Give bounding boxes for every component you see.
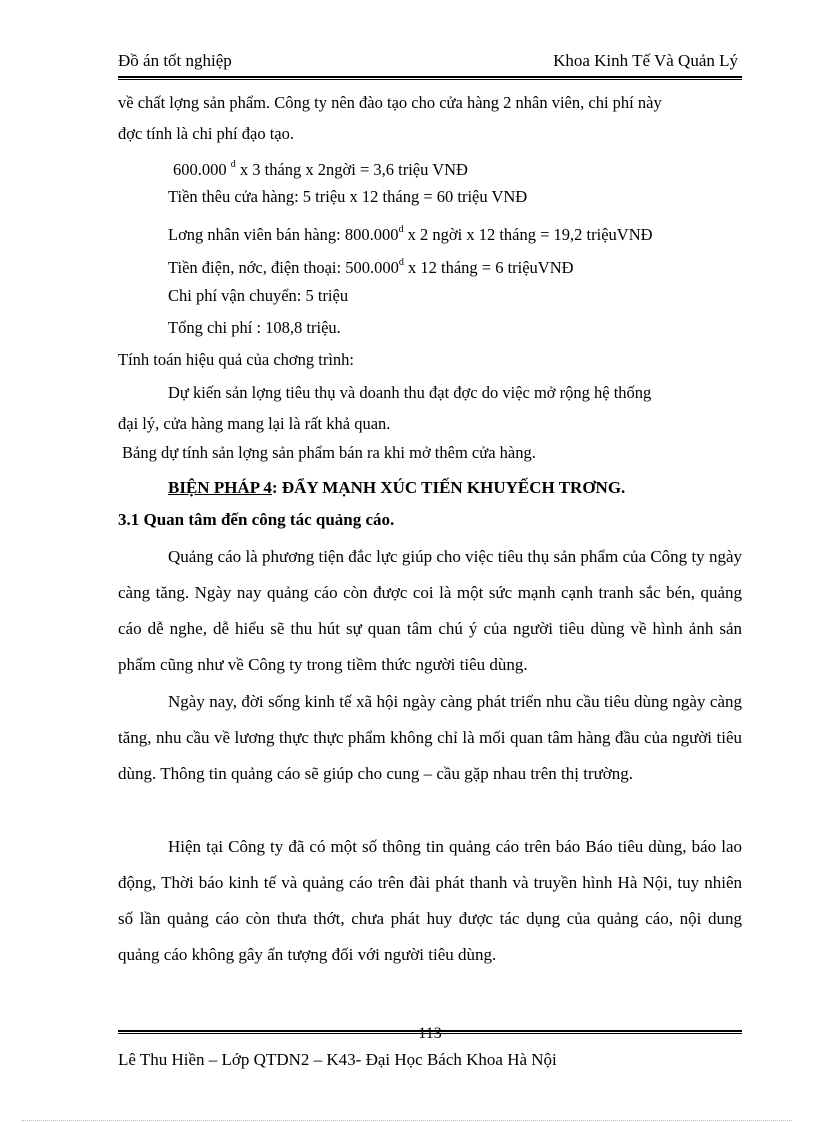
text-line-2: đợc tính là chi phí đạo tạo.	[118, 124, 294, 143]
table-caption: Bảng dự tính sản lợng sản phẩm bán ra khi mở thêm cửa hàng.	[122, 443, 536, 462]
header-right: Khoa Kinh Tế Và Quản Lý	[553, 51, 738, 70]
text-line-1: về chất lợng sản phẩm. Công ty nên đào tạo cho cửa hàng 2 nhân viên, chi phí này	[118, 93, 662, 112]
text-line-forecast-cont: đại lý, cửa hàng mang lại là rất khả quan.	[118, 414, 391, 433]
text-line-forecast: Dự kiến sản lợng tiêu thụ và doanh thu đạt đợc do việc mở rộng hệ thống	[168, 383, 652, 402]
header-left: Đồ án tốt nghiệp	[118, 51, 232, 70]
cost-line-total: Tổng chi phí : 108,8 triệu.	[168, 318, 341, 337]
text-line-effect: Tính toán hiệu quả của chơng trình:	[118, 350, 354, 369]
cost-line-training: 600.000 $^d$ x 3 tháng x 2ngời = 3,6 triệu VNĐ	[173, 159, 468, 179]
section-title	[168, 478, 625, 498]
subsection-title: 3.1 Quan tâm đến công tác quảng cáo.	[118, 510, 395, 529]
section-title-text: : ĐẨY MẠNH XÚC TIẾN KHUYẾCH TRƠNG.	[271, 478, 626, 497]
page-bottom-divider	[22, 1120, 792, 1121]
header-rule	[118, 76, 742, 80]
footer-text: Lê Thu Hiền – Lớp QTDN2 – K43- Đại Học Bách Khoa Hà Nội	[118, 1050, 557, 1069]
cost-line-rent: Tiền thêu cửa hàng: 5 triệu x 12 tháng = 60 triệu VNĐ	[168, 187, 528, 206]
paragraph-3: Hiện tại Công ty đã có một số thông tin quảng cáo trên báo Báo tiêu dùng, báo lao động, Thời báo kinh tế và quảng cáo trên đài phát thanh và truyền hình Hà Nội, tuy nhiên số lần quảng cáo còn thưa thớt, chưa phát huy được tác dụng của quảng cáo, nội dung quảng cáo không gây ấn tượng đối với người tiêu dùng.	[118, 837, 742, 964]
paragraph-2: Ngày nay, đời sống kinh tế xã hội ngày càng phát triển nhu cầu tiêu dùng ngày càng tăng, nhu cầu về lương thực thực phẩm không chỉ là mối quan tâm hàng đầu của người tiêu dùng. Thông tin quảng cáo sẽ giúp cho cung – cầu gặp nhau trên thị trường.	[118, 692, 742, 783]
section-title-label: BIỆN PHÁP 4	[168, 478, 272, 497]
paragraph-1: Quảng cáo là phương tiện đắc lực giúp cho việc tiêu thụ sản phẩm của Công ty ngày càng tăng. Ngày nay quảng cáo còn được coi là một sức mạnh cạnh tranh sắc bén, quảng cáo dễ nghe, dễ hiểu sẽ thu hút sự quan tâm chú ý của người tiêu dùng về hình ảnh sản phẩm cũng như về Công ty trong tiềm thức người tiêu dùng.	[118, 547, 742, 674]
page-number: 113	[418, 1025, 442, 1042]
cost-line-utilities: Tiền điện, nớc, điện thoại: 500.000$^d$ x 12 tháng = 6 triệuVNĐ	[168, 257, 574, 277]
cost-line-transport: Chi phí vận chuyển: 5 triệu	[168, 286, 349, 305]
cost-line-salary: Lơng nhân viên bán hàng: 800.000$^d$ x 2 ngời x 12 tháng = 19,2 triệuVNĐ	[168, 224, 653, 244]
